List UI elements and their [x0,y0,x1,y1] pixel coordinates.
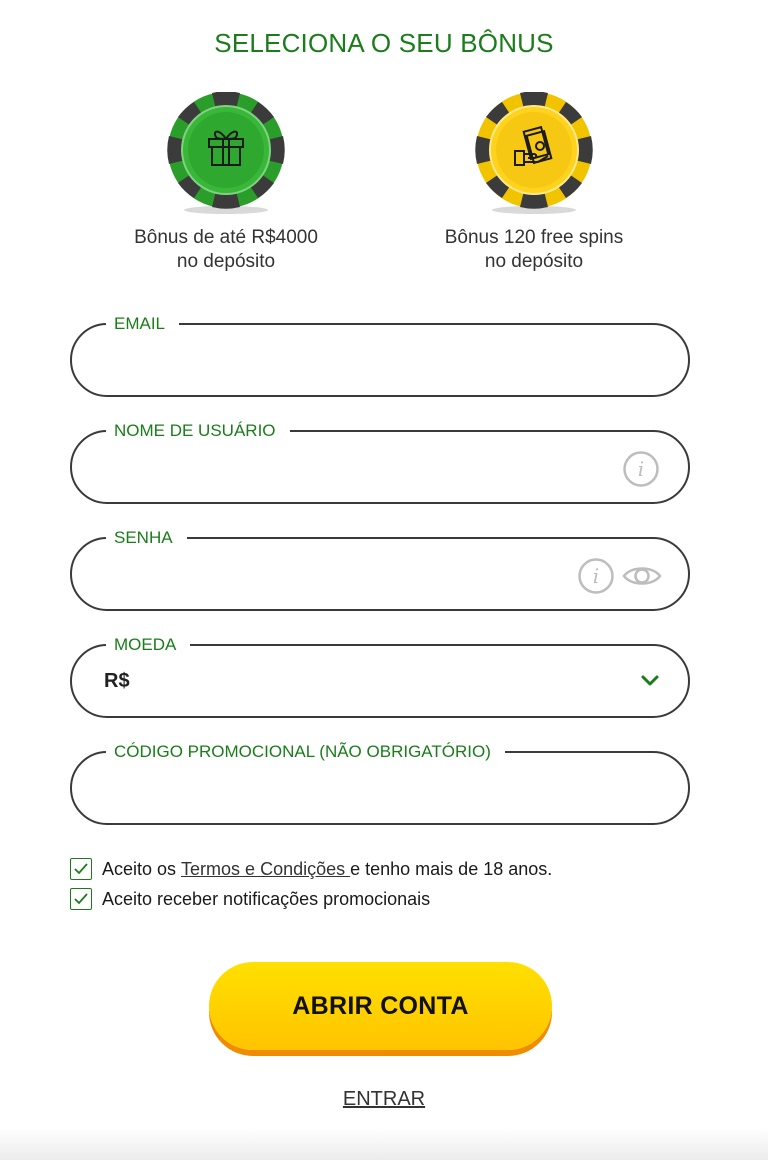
open-account-button[interactable]: ABRIR CONTA [209,962,552,1050]
username-label: NOME DE USUÁRIO [106,420,290,442]
info-icon[interactable] [577,557,615,595]
chevron-down-icon [640,674,660,688]
promo-code-input[interactable] [102,765,602,811]
info-icon[interactable] [622,450,660,488]
notifications-text: Aceito receber notificações promocionais [102,888,431,909]
svg-text:i: i [637,457,645,481]
promo-code-field [70,742,690,825]
notifications-consent [70,888,430,910]
bonus-option-free-spins[interactable] [404,92,664,274]
currency-select[interactable] [70,635,690,718]
terms-text-prefix: Aceito os [102,858,182,879]
notifications-checkbox[interactable] [70,888,92,910]
login-link[interactable]: ENTRAR [342,1088,426,1110]
bonus-subtitle: no depósito [176,251,276,272]
password-input[interactable] [102,551,602,597]
email-input[interactable] [102,337,602,383]
terms-link[interactable]: Termos e Condições [181,858,351,879]
gift-icon [204,124,248,168]
check-icon [73,862,89,876]
email-label: EMAIL [106,313,179,335]
bonus-title: Bônus de até R$4000 [134,227,318,248]
check-icon [73,892,89,906]
page-title: SELECIONA O SEU BÔNUS [214,28,554,58]
username-input[interactable] [102,444,602,490]
eye-icon[interactable] [622,557,662,595]
bonus-subtitle: no depósito [484,251,584,272]
svg-text:i: i [592,564,600,588]
email-field [70,314,690,397]
username-field [70,421,690,504]
money-hand-icon [511,125,557,169]
password-field [70,528,690,611]
currency-label: MOEDA [106,634,190,656]
promo-code-label: CÓDIGO PROMOCIONAL (NÃO OBRIGATÓRIO) [106,741,505,763]
bonus-title: Bônus 120 free spins [444,227,624,248]
password-label: SENHA [106,527,187,549]
currency-value: R$ [104,670,130,692]
terms-text-suffix: e tenho mais de 18 anos. [350,858,553,879]
bottom-shade [0,1128,768,1160]
terms-checkbox[interactable] [70,858,92,880]
terms-consent [70,858,552,880]
bonus-option-deposit[interactable] [96,92,356,274]
